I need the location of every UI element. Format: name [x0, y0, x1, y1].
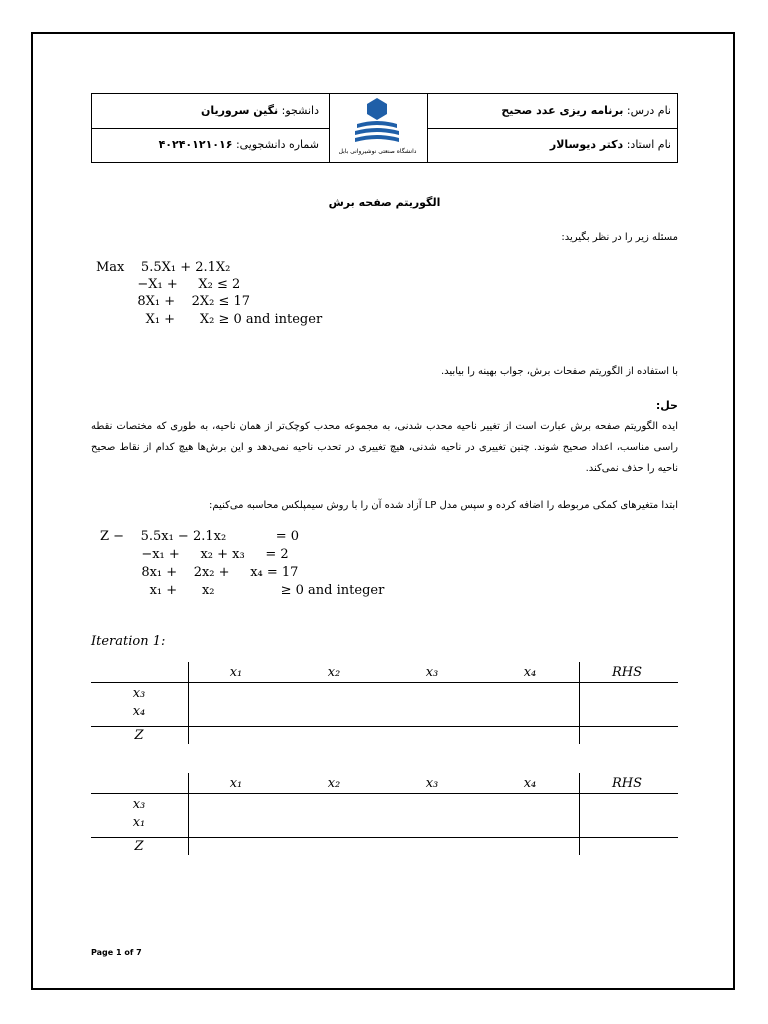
- table-2-rhs-divider: [579, 773, 580, 855]
- step-text: ابتدا متغیرهای کمکی مربوطه را اضافه کرده و سپس مدل LP آزاد شده آن را با روش سیمپلکس محاسبه می‌کنیم:: [209, 500, 678, 511]
- header-hline-left: [92, 128, 329, 129]
- table-2-row-x3: x₃: [132, 797, 146, 812]
- table-1-left-divider: [188, 662, 189, 744]
- solution-paragraph: ایده الگوریتم صفحه برش عبارت است از تغییر ناحیه محدب شدنی، به مجموعه محدب کوچک‌تر از همان ناحیه، به طوری که مختصات نقطه راسی مناسب، اعداد صحیح شوند. چنین تغییری در ناحیه شدنی، هیچ تغییری در تحدب ناحیه نمی‌دهد و این برش‌ها هیچ کدام از نقاط صحیح ناحیه را حذف نمی‌کند.: [91, 421, 678, 474]
- problem-line-1: Max 5.5X₁ + 2.1X₂: [96, 260, 231, 275]
- course-value: برنامه ریزی عدد صحیح: [501, 104, 624, 117]
- problem-line-4: X₁ + X₂ ≥ 0 and integer: [96, 312, 323, 327]
- professor-label: نام استاد:: [626, 138, 671, 151]
- iteration-label: Iteration 1:: [91, 634, 166, 649]
- header-table: [91, 93, 678, 163]
- table-1-col-rhs: RHS: [611, 665, 643, 680]
- model-line-1: Z − 5.5x₁ − 2.1x₂ = 0: [100, 529, 300, 544]
- student-id-value: ۴۰۲۴۰۱۲۱۰۱۶: [158, 138, 233, 151]
- table-2-col-x3: x₃: [425, 776, 439, 791]
- table-2-col-x4: x₄: [523, 776, 537, 791]
- table-1-header-line: [91, 682, 678, 683]
- student-id-label: شماره دانشجویی:: [235, 138, 319, 151]
- problem-line-3: 8X₁ + 2X₂ ≤ 17: [96, 294, 251, 309]
- simplex-table-2: [91, 773, 678, 857]
- table-1-row-x4: x₄: [132, 704, 146, 719]
- table-2-header-line: [91, 793, 678, 794]
- table-1-col-x1: x₁: [229, 665, 243, 680]
- table-2-left-divider: [188, 773, 189, 855]
- table-2-row-z: Z: [134, 839, 144, 854]
- page-title: الگوریتم صفحه برش: [328, 196, 441, 209]
- student-field: [201, 104, 319, 117]
- table-1-z-line-left: [91, 726, 188, 727]
- table-2-col-rhs: RHS: [611, 776, 643, 791]
- table-1-rhs-divider: [579, 662, 580, 744]
- intro-text: مسئله زیر را در نظر بگیرید:: [561, 232, 678, 243]
- student-id-field: [159, 138, 319, 151]
- logo-caption: دانشگاه صنعتی نوشیروانی بابل: [338, 148, 417, 155]
- professor-field: [550, 138, 671, 151]
- student-label: دانشجو:: [281, 104, 319, 117]
- table-2-col-x2: x₂: [327, 776, 341, 791]
- professor-value: دکتر دیوسالار: [549, 138, 624, 151]
- page-footer: Page 1 of 7: [91, 948, 142, 957]
- table-1-col-x3: x₃: [425, 665, 439, 680]
- course-label: نام درس:: [626, 104, 671, 117]
- table-2-row-x1: x₁: [132, 815, 146, 830]
- task-text: با استفاده از الگوریتم صفحات برش، جواب بهینه را بیابید.: [440, 366, 678, 377]
- problem-line-2: −X₁ + X₂ ≤ 2: [96, 277, 241, 292]
- university-logo: [329, 96, 426, 162]
- table-1-col-x4: x₄: [523, 665, 537, 680]
- table-1-col-x2: x₂: [327, 665, 341, 680]
- header-hline-right: [427, 128, 677, 129]
- table-1-row-x3: x₃: [132, 686, 146, 701]
- table-2-z-line: [91, 837, 678, 838]
- table-1-row-z: Z: [134, 728, 144, 743]
- table-1-z-line: [188, 726, 678, 727]
- student-value: نگین سروریان: [200, 104, 279, 117]
- model-line-3: 8x₁ + 2x₂ + x₄ = 17: [100, 565, 299, 580]
- simplex-table-1: [91, 662, 678, 746]
- course-field: [501, 104, 671, 117]
- model-line-4: x₁ + x₂ ≥ 0 and integer: [100, 583, 385, 598]
- solution-heading: حل:: [655, 399, 678, 412]
- model-line-2: −x₁ + x₂ + x₃ = 2: [100, 547, 289, 562]
- table-2-col-x1: x₁: [229, 776, 243, 791]
